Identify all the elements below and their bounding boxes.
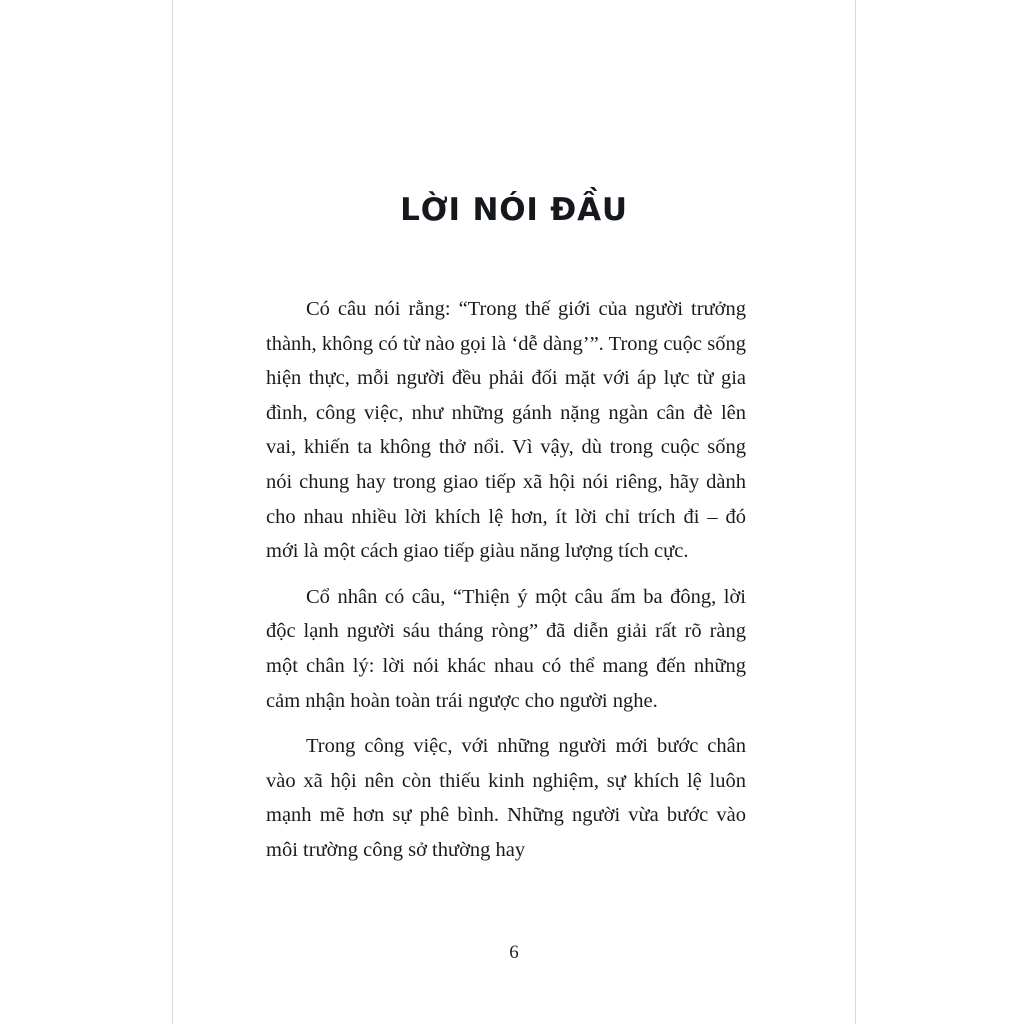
paragraph: Có câu nói rằng: “Trong thế giới của người trưởng thành, không có từ nào gọi là ‘dễ dàng’”. Trong cuộc sống hiện thực, mỗi người đều phải đối mặt với áp lực từ gia đình, công việc, như những gánh nặng ngàn cân đè lên vai, khiến ta không thở nổi. Vì vậy, dù trong cuộc sống nói chung hay trong giao tiếp xã hội nói riêng, hãy dành cho nhau nhiều lời khích lệ hơn, ít lời chỉ trích đi – đó mới là một cách giao tiếp giàu năng lượng tích cực. bbox=[266, 298, 746, 563]
page-body-text bbox=[266, 292, 746, 868]
page-edge-rule-right bbox=[855, 0, 856, 1024]
page-title: LỜI NÓI ĐẦU bbox=[400, 192, 628, 228]
paragraph: Trong công việc, với những người mới bước chân vào xã hội nên còn thiếu kinh nghiệm, sự khích lệ luôn mạnh mẽ hơn sự phê bình. Những người vừa bước vào môi trường công sở thường hay bbox=[266, 735, 746, 861]
book-page bbox=[173, 0, 855, 1024]
paragraph: Cổ nhân có câu, “Thiện ý một câu ấm ba đông, lời độc lạnh người sáu tháng ròng” đã diễn giải rất rõ ràng một chân lý: lời nói khác nhau có thể mang đến những cảm nhận hoàn toàn trái ngược cho người nghe. bbox=[266, 585, 746, 712]
page-number: 6 bbox=[509, 942, 519, 963]
